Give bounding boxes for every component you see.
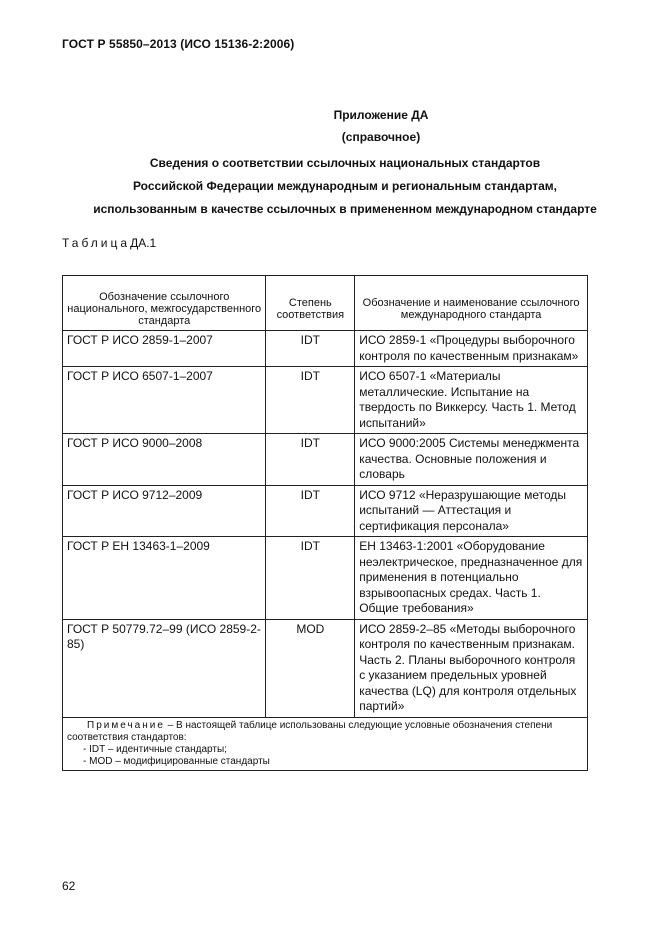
table-row (63, 434, 588, 486)
document-header: ГОСТ Р 55850–2013 (ИСО 15136-2:2006) (62, 37, 295, 51)
appendix-heading (40, 152, 650, 221)
table-note-row (63, 717, 588, 770)
column-header-national: Обозначение ссылочного национального, межгосударственного стандарта (63, 276, 266, 331)
cell-national: ГОСТ Р 50779.72–99 (ИСО 2859-2-85) (63, 619, 266, 717)
correspondence-table (62, 275, 588, 771)
table-note-text-block (67, 720, 583, 744)
table-row (63, 619, 588, 717)
table-row (63, 367, 588, 434)
table-note-item: - MOD – модифицированные стандарты (83, 755, 270, 767)
appendix-heading-line: использованным в качестве ссылочных в примененном международном стандарте (93, 202, 597, 216)
cell-degree: IDT (266, 434, 355, 486)
cell-international: ЕН 13463-1:2001 «Оборудование неэлектрическое, предназначенное для применения в потенциально взрывоопасных средах. Часть 1. Общие требования» (355, 537, 588, 620)
cell-degree: IDT (266, 331, 355, 367)
column-header-degree: Степень соответствия (266, 276, 355, 331)
table-caption-prefix: Таблица (62, 236, 131, 250)
table-note (63, 717, 588, 770)
cell-national: ГОСТ Р ИСО 2859-1–2007 (63, 331, 266, 367)
appendix-heading-line: Российской Федерации международным и региональным стандартам, (132, 179, 558, 193)
table-header-row (63, 276, 588, 331)
cell-national: ГОСТ Р ИСО 6507-1–2007 (63, 367, 266, 434)
table-row (63, 485, 588, 537)
cell-national: ГОСТ Р ИСО 9000–2008 (63, 434, 266, 486)
column-header-international: Обозначение и наименование ссылочного международного стандарта (355, 276, 588, 331)
table-note-item: - IDT – идентичные стандарты; (83, 743, 227, 755)
cell-international: ИСО 9000:2005 Системы менеджмента качества. Основные положения и словарь (355, 434, 588, 486)
table-row (63, 537, 588, 620)
table-caption-number: ДА.1 (130, 236, 157, 250)
cell-international: ИСО 6507-1 «Материалы металлические. Испытание на твердость по Виккерсу. Часть 1. Метод испытаний» (355, 367, 588, 434)
appendix-note: (справочное) (341, 130, 421, 144)
cell-international: ИСО 2859-2–85 «Методы выборочного контроля по качественным признакам. Часть 2. Планы выборочного контроля с указанием предельных уровней качества (LQ) для контроля отдельных партий» (355, 619, 588, 717)
cell-international: ИСО 9712 «Неразрушающие методы испытаний — Аттестация и сертификация персонала» (355, 485, 588, 537)
cell-degree: IDT (266, 537, 355, 620)
cell-degree: IDT (266, 367, 355, 434)
cell-degree: IDT (266, 485, 355, 537)
cell-national: ГОСТ Р ЕН 13463-1–2009 (63, 537, 266, 620)
cell-international: ИСО 2859-1 «Процедуры выборочного контроля по качественным признакам» (355, 331, 588, 367)
cell-degree: MOD (266, 619, 355, 717)
cell-national: ГОСТ Р ИСО 9712–2009 (63, 485, 266, 537)
table-row (63, 331, 588, 367)
table-note-text: – В настоящей таблице использованы следующие условные обозначения степени соответствия стандартов: (67, 719, 553, 743)
page-number: 62 (62, 879, 76, 893)
appendix-heading-line: Сведения о соответствии ссылочных национальных стандартов (149, 156, 541, 170)
table-note-label: Примечание (87, 719, 165, 731)
table-caption (62, 236, 156, 250)
appendix-title: Приложение ДА (333, 108, 429, 122)
